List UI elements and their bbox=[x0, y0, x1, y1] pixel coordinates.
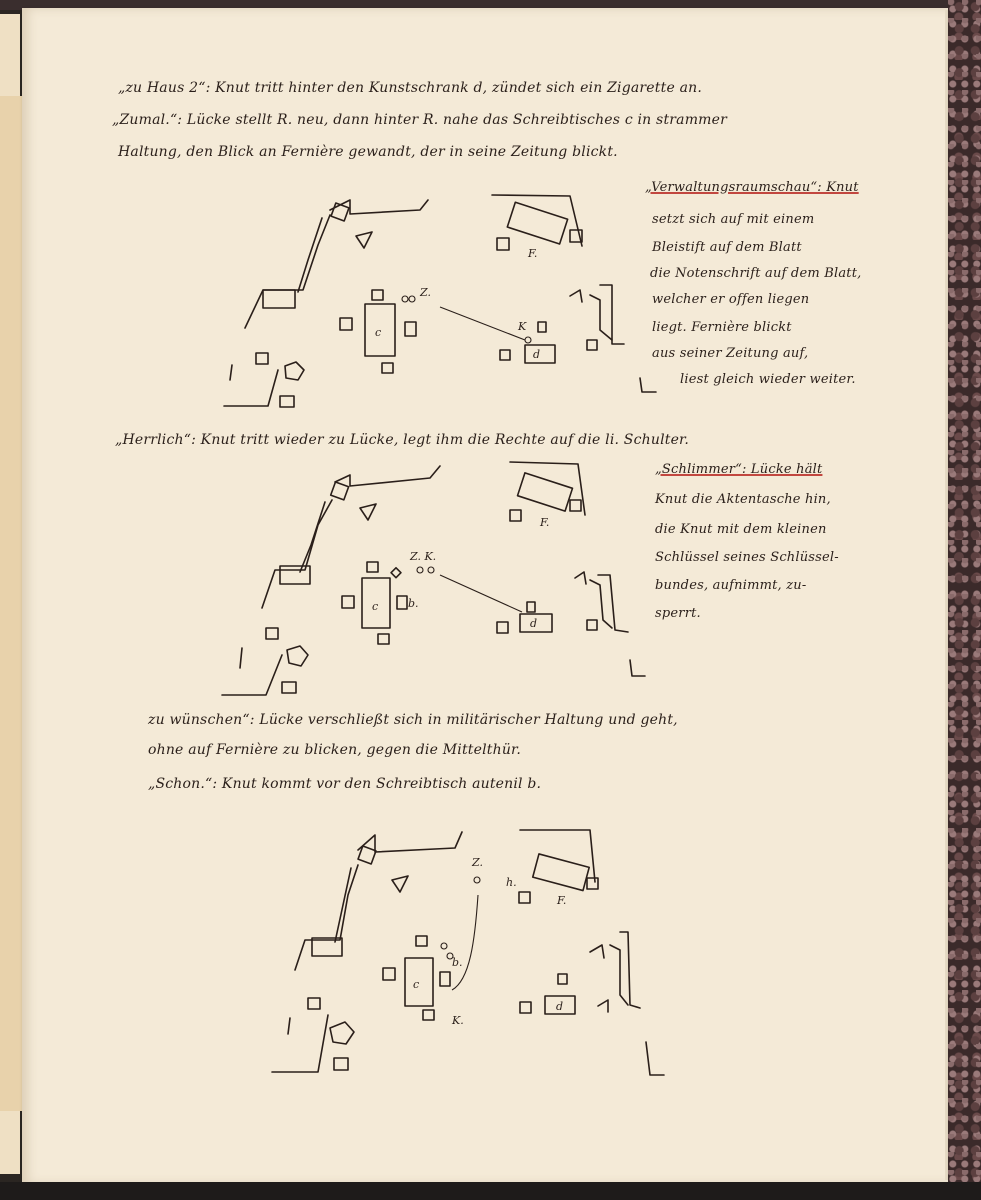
side-note-line: die Notenschrift auf dem Blatt, bbox=[650, 266, 862, 281]
side-note-line: liegt. Fernière blickt bbox=[652, 320, 792, 335]
svg-text:F.: F. bbox=[557, 894, 567, 907]
text-line: zu wünschen“: Lücke verschließt sich in militärischer Haltung und geht, bbox=[148, 712, 678, 728]
svg-text:F.: F. bbox=[528, 247, 538, 260]
side-note-line: Schlüssel seines Schlüssel- bbox=[655, 550, 839, 565]
svg-text:c: c bbox=[372, 600, 379, 613]
svg-text:Z.: Z. bbox=[420, 286, 431, 299]
svg-text:K: K bbox=[518, 320, 527, 333]
side-note-line: liest gleich wieder weiter. bbox=[680, 372, 856, 387]
side-note-heading: „Verwaltungsraumschau“: Knut bbox=[645, 180, 859, 195]
svg-text:b.: b. bbox=[408, 597, 419, 610]
side-note-line: aus seiner Zeitung auf, bbox=[652, 346, 809, 361]
side-note-line: Knut die Aktentasche hin, bbox=[655, 492, 831, 507]
svg-text:d: d bbox=[530, 617, 538, 630]
text-line: „Herrlich“: Knut tritt wieder zu Lücke, legt ihm die Rechte auf die li. Schulter. bbox=[115, 432, 690, 448]
svg-text:Z.: Z. bbox=[472, 856, 483, 869]
side-note-line: bundes, aufnimmt, zu- bbox=[655, 578, 807, 593]
text-line: „Schon.“: Knut kommt vor den Schreibtisch autenil b. bbox=[148, 776, 542, 792]
side-note-line: setzt sich auf mit einem bbox=[652, 212, 815, 227]
side-note-line: Bleistift auf dem Blatt bbox=[652, 240, 802, 255]
svg-text:F.: F. bbox=[540, 516, 550, 529]
svg-text:K.: K. bbox=[452, 1014, 464, 1027]
svg-text:d: d bbox=[533, 348, 541, 361]
svg-text:h.: h. bbox=[506, 876, 517, 889]
text-line: ohne auf Fernière zu blicken, gegen die Mittelthür. bbox=[148, 742, 522, 758]
side-note-line: welcher er offen liegen bbox=[652, 292, 810, 307]
svg-text:c: c bbox=[413, 978, 420, 991]
svg-text:Z. K.: Z. K. bbox=[410, 550, 437, 563]
text-line: „Zumal.“: Lücke stellt R. neu, dann hinter R. nahe das Schreibtisches c in strammer bbox=[112, 112, 728, 128]
svg-text:d: d bbox=[556, 1000, 564, 1013]
side-note-line: sperrt. bbox=[655, 606, 701, 621]
side-note-heading: „Schlimmer“: Lücke hält bbox=[655, 462, 823, 477]
svg-text:c: c bbox=[375, 326, 382, 339]
text-line: „zu Haus 2“: Knut tritt hinter den Kunstschrank d, zündet sich ein Zigarette an. bbox=[118, 80, 702, 96]
text-line: Haltung, den Blick an Fernière gewandt, der in seine Zeitung blickt. bbox=[118, 144, 618, 160]
side-note-line: die Knut mit dem kleinen bbox=[655, 522, 827, 537]
svg-text:b.: b. bbox=[452, 956, 463, 969]
